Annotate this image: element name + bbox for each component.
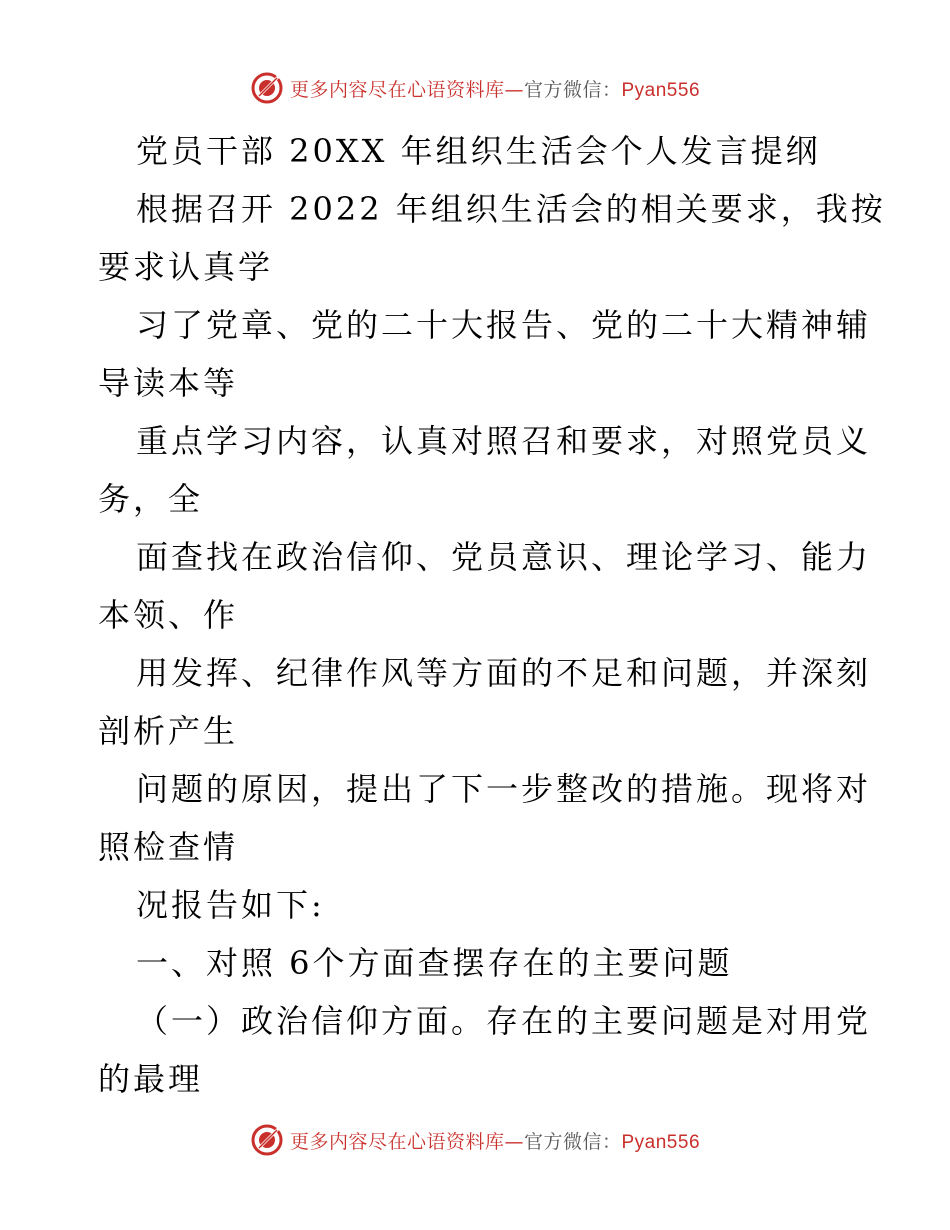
banner-wechat-id: Pyan556 bbox=[621, 1131, 701, 1153]
text-line: 党员干部 20XX 年组织生活会个人发言提纲 bbox=[136, 132, 821, 170]
banner-main-text: 更多内容尽在心语资料库 bbox=[289, 1130, 505, 1153]
text-line: 的最理 bbox=[98, 1060, 204, 1098]
banner-dash: — bbox=[504, 1130, 524, 1153]
document-body bbox=[98, 122, 886, 1108]
text-line: 用发挥、纪律作风等方面的不足和问题，并深刻 bbox=[136, 654, 872, 692]
brand-logo-icon bbox=[250, 1123, 284, 1157]
text-line: 剖析产生 bbox=[98, 712, 239, 750]
text-line: 面查找在政治信仰、党员意识、理论学习、能力 bbox=[136, 538, 872, 576]
banner-official-text: 官方微信： bbox=[523, 1130, 622, 1153]
text-line: 务，全 bbox=[98, 480, 204, 518]
header-banner bbox=[0, 68, 950, 108]
text-line: 照检查情 bbox=[98, 828, 239, 866]
text-line: 问题的原因，提出了下一步整改的措施。现将对 bbox=[136, 770, 872, 808]
banner-text bbox=[290, 1127, 700, 1154]
text-line: 要求认真学 bbox=[98, 248, 274, 286]
text-line: 况报告如下: bbox=[136, 886, 325, 924]
banner-wechat-id: Pyan556 bbox=[621, 79, 701, 101]
banner-dash: — bbox=[504, 78, 524, 101]
text-line: （一）政治信仰方面。存在的主要问题是对用党 bbox=[136, 1002, 872, 1040]
banner-text bbox=[290, 75, 700, 102]
footer-banner bbox=[0, 1120, 950, 1160]
banner-content bbox=[250, 1123, 700, 1157]
text-line: 导读本等 bbox=[98, 364, 239, 402]
brand-logo-icon bbox=[250, 71, 284, 105]
banner-main-text: 更多内容尽在心语资料库 bbox=[289, 78, 505, 101]
text-line: 一、对照 6个方面查摆存在的主要问题 bbox=[136, 944, 733, 982]
banner-official-text: 官方微信： bbox=[523, 78, 622, 101]
text-line: 习了党章、党的二十大报告、党的二十大精神辅 bbox=[136, 306, 872, 344]
text-line: 根据召开 2022 年组织生活会的相关要求，我按 bbox=[136, 190, 886, 228]
banner-content bbox=[250, 71, 700, 105]
text-line: 重点学习内容，认真对照召和要求，对照党员义 bbox=[136, 422, 872, 460]
text-line: 本领、作 bbox=[98, 596, 239, 634]
